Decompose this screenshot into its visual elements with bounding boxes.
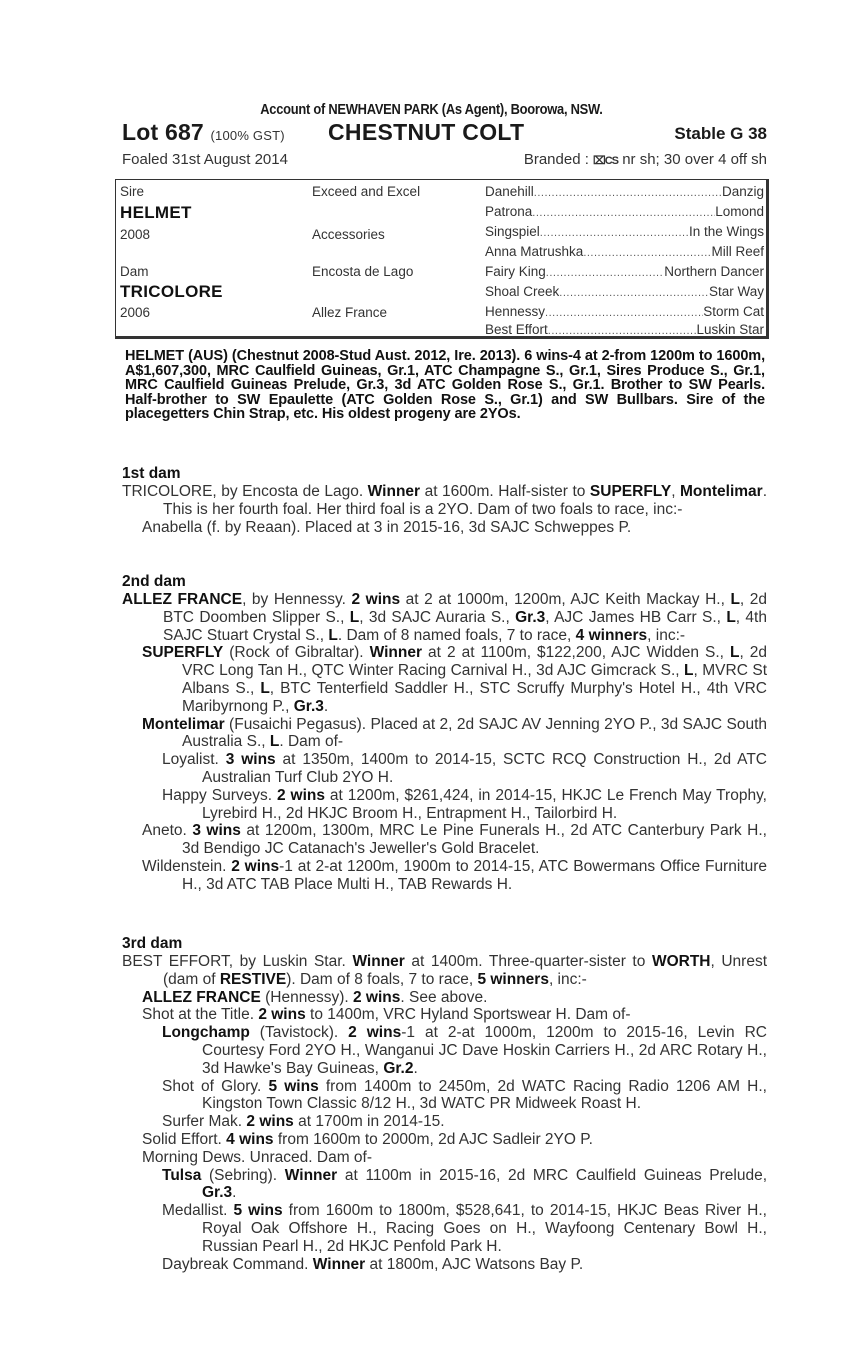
text: . <box>413 1059 418 1077</box>
dams-dam: Allez France <box>312 305 388 320</box>
third-dam-heading: 3rd dam <box>122 935 183 952</box>
text: , inc:- <box>647 626 686 644</box>
text: , 2d VRC Long Tan H., QTC Winter Racing Carnival H., 3d AJC Gimcrack S., <box>182 644 768 680</box>
bold-text: Montelimar <box>680 483 763 500</box>
pedigree-entry <box>162 1024 767 1077</box>
dam-label: Dam <box>120 264 149 279</box>
leader-dots <box>559 284 709 299</box>
bold-text: Winner <box>352 953 405 970</box>
text: , 2d BTC Doomben Slipper S., <box>163 591 768 626</box>
bold-text: 2 wins <box>231 857 280 875</box>
bold-text: Winner <box>284 1166 338 1184</box>
text: Surfer Mak. <box>162 1113 247 1131</box>
gg-dam-sire: Star Way <box>708 284 764 299</box>
text: at 1200m, $261,424, in 2014-15, HKJC Le French May Trophy, Lyrebird H., 2d HKJC Broom H., Entrapment H., Tailorbird H. <box>202 786 767 822</box>
text: , 3d SAJC Auraria S., <box>359 608 516 626</box>
pedigree-entry <box>162 787 767 823</box>
lot-label: Lot 687 <box>122 119 204 145</box>
bold-text: L <box>269 733 280 751</box>
gg-sire: Patrona <box>485 204 533 219</box>
text: (Tavistock). <box>249 1024 349 1042</box>
text: Anabella (f. by Reaan). Placed at 3 in 2015-16, 3d SAJC Schweppes P. <box>142 518 632 536</box>
bold-text: Gr.2 <box>383 1059 414 1077</box>
great-grandparent-row <box>485 304 764 319</box>
bold-text: Gr.3 <box>293 697 324 715</box>
text: -1 at 2-at 1200m, 1900m to 2014-15, ATC Bowermans Office Furniture H., 3d ATC TAB Place Multi H., TAB Rewards H. <box>182 857 767 893</box>
bold-text: L <box>684 662 694 680</box>
text: at 1350m, 1400m to 2014-15, SCTC RCQ Construction H., 2d ATC Australian Turf Club 2YO H. <box>202 751 767 786</box>
pedigree-entry <box>142 644 767 715</box>
gg-dam-sire: Lomond <box>715 204 764 219</box>
pedigree-entry <box>142 989 767 1007</box>
branded-text: nr sh; 30 over 4 off sh <box>622 151 767 168</box>
sire-summary: HELMET (AUS) (Chestnut 2008-Stud Aust. 2012, Ire. 2013). 6 wins-4 at 2-from 1200m to 1600m, A$1,607,300, MRC Caulfield Guineas, Gr.1, ATC Champagne S., Gr.1, Sires Produce S., Gr.1, MRC Caulfield Guineas Prelude, Gr.3, 3d ATC Golden Rose S., Gr.1. Brother to SW Pearls. Half-brother to SW Epaulette (ATC Golden Rose S., Gr.1) and SW Bullbars. Sire of the placegetters Chin Strap, etc. His oldest progeny are 2YOs. <box>125 348 765 423</box>
dam-year: 2006 <box>120 305 151 320</box>
gg-dam-sire: In the Wings <box>688 224 764 239</box>
text: Happy Surveys. <box>162 786 277 804</box>
pedigree-entry <box>122 483 767 519</box>
text: -1 at 2-at 1000m, 1200m to 2015-16, Levin RC Courtesy Ford 2YO H., Wanganui JC Dave Hoskin Carriers H., 2d ARC Rotary H., 3d Hawke's Bay Guineas, <box>202 1024 767 1077</box>
vendor-account: Account of NEWHAVEN PARK (As Agent), Boorowa, NSW. <box>260 101 603 118</box>
text: (Hennessy). <box>260 988 353 1006</box>
bold-text: Longchamp <box>162 1024 250 1042</box>
bold-text: SUPERFLY <box>589 483 672 500</box>
brand-mark-icon: ⌧CS <box>593 155 619 167</box>
text: . <box>323 697 329 715</box>
branded-info <box>524 151 767 168</box>
sire-year: 2008 <box>120 227 151 242</box>
sires-sire: Exceed and Excel <box>312 184 421 199</box>
bold-text: L <box>260 679 270 697</box>
text: at 1800m, AJC Watsons Bay P. <box>365 1255 584 1273</box>
bold-text: L <box>349 608 360 626</box>
bold-text: L <box>730 591 740 608</box>
sire-label: Sire <box>120 184 145 199</box>
text: Aneto. <box>142 822 193 840</box>
pedigree-entry <box>162 1167 767 1203</box>
bold-text: 5 wins <box>233 1202 283 1220</box>
dam-name: TRICOLORE <box>120 282 223 301</box>
text: , inc:- <box>548 970 587 988</box>
bold-text: 5 wins <box>268 1077 319 1095</box>
sire-name: HELMET <box>120 203 192 222</box>
leader-dots <box>532 204 715 219</box>
text: , by Hennessy. <box>242 591 352 608</box>
text: Morning Dews. Unraced. Dam of- <box>142 1148 372 1166</box>
text: . <box>232 1184 237 1202</box>
gg-dam-sire: Storm Cat <box>703 304 764 319</box>
bold-text: 2 wins <box>246 1113 294 1131</box>
text: ). Dam of 8 foals, 7 to race, <box>286 970 478 988</box>
bold-text: 5 winners <box>477 970 549 988</box>
pedigree-entry <box>142 716 767 752</box>
leader-dots <box>546 264 664 279</box>
text: . Dam of 8 named foals, 7 to race, <box>337 626 576 644</box>
text: (Rock of Gibraltar). <box>223 644 370 662</box>
bold-text: 3 wins <box>225 751 276 769</box>
text: , MVRC St Albans S., <box>182 662 768 697</box>
pedigree-entry <box>162 751 767 787</box>
bold-text: L <box>328 626 338 644</box>
great-grandparent-row <box>485 224 764 239</box>
gg-sire: Fairy King <box>485 264 546 279</box>
text: Solid Effort. <box>142 1130 227 1148</box>
gg-sire: Anna Matrushka <box>485 244 584 259</box>
gg-sire: Singspiel <box>485 224 540 239</box>
pedigree-entry <box>162 1202 767 1255</box>
bold-text: ALLEZ FRANCE <box>142 988 261 1006</box>
pedigree-entry <box>142 1131 767 1149</box>
pedigree-entry <box>122 591 767 644</box>
pedigree-entry <box>162 1256 767 1274</box>
text: from 1600m to 2000m, 2d AJC Sadleir 2YO P. <box>273 1130 593 1148</box>
bold-text: Montelimar <box>142 715 225 733</box>
bold-text: 3 wins <box>192 822 241 840</box>
leader-dots <box>545 304 703 319</box>
gg-sire: Danehill <box>485 184 534 199</box>
gg-dam-sire: Northern Dancer <box>664 264 764 279</box>
bold-text: WORTH <box>651 953 711 970</box>
text: , AJC James HB Carr S., <box>545 608 727 626</box>
bold-text: Winner <box>312 1255 366 1273</box>
first-dam-heading: 1st dam <box>122 465 181 482</box>
lot-number <box>122 119 285 146</box>
text: Shot of Glory. <box>162 1077 269 1095</box>
gg-dam-sire: Danzig <box>721 184 764 199</box>
bold-text: 2 wins <box>276 786 325 804</box>
pedigree-entry <box>142 519 767 537</box>
text: . Dam of- <box>279 733 344 751</box>
text: at 1700m in 2014-15. <box>293 1113 445 1131</box>
text: , <box>671 483 681 500</box>
text: at 2 at 1100m, $122,200, AJC Widden S., <box>422 644 730 662</box>
great-grandparent-row <box>485 244 764 259</box>
bold-text: Winner <box>369 644 422 662</box>
text: from 1600m to 1800m, $528,641, to 2014-15, HKJC Beas River H., Royal Oak Offshore H., Racing Goes on H., Wayfoong Centenary Bowl H., Russian Pearl H., 2d HKJC Penfold Park H. <box>202 1202 767 1255</box>
text: TRICOLORE, by Encosta de Lago. <box>122 483 368 500</box>
text: from 1400m to 2450m, 2d WATC Racing Radio 1206 AM H., Kingston Town Classic 8/12 H., 3d WATC PR Midweek Roast H. <box>202 1077 767 1113</box>
bold-text: ALLEZ FRANCE <box>122 591 243 608</box>
text: . See above. <box>400 988 488 1006</box>
great-grandparent-row <box>485 322 764 337</box>
text: , 4th SAJC Stuart Crystal S., <box>163 608 767 644</box>
lot-header <box>122 119 767 147</box>
text: at 1100m in 2015-16, 2d MRC Caulfield Guineas Prelude, <box>337 1166 768 1184</box>
bold-text: 2 wins <box>353 988 401 1006</box>
text: (Fusaichi Pegasus). Placed at 2, 2d SAJC AV Jenning 2YO P., 3d SAJC South Australia S., <box>182 715 767 751</box>
leader-dots <box>540 224 689 239</box>
great-grandparent-row <box>485 204 764 219</box>
bold-text: 4 winners <box>575 626 648 644</box>
text: , Unrest (dam of <box>163 953 768 988</box>
great-grandparent-row <box>485 264 764 279</box>
foaled-date: Foaled 31st August 2014 <box>122 151 288 168</box>
text: to 1400m, VRC Hyland Sportswear H. Dam of- <box>305 1006 631 1024</box>
text: Daybreak Command. <box>162 1255 313 1273</box>
text: at 1200m, 1300m, MRC Le Pine Funerals H., 2d ATC Canterbury Park H., 3d Bendigo JC Catanach's Jeweller's Gold Bracelet. <box>182 822 767 858</box>
sires-dam: Accessories <box>312 227 385 242</box>
great-grandparent-row <box>485 184 764 199</box>
great-grandparent-row <box>485 284 764 299</box>
bold-text: 2 wins <box>351 591 401 608</box>
text: at 1600m. Half-sister to <box>420 483 590 500</box>
text: at 1400m. Three-quarter-sister to <box>404 953 652 970</box>
text: Wildenstein. <box>142 857 232 875</box>
bold-text: Tulsa <box>162 1166 202 1184</box>
pedigree-table <box>115 179 769 339</box>
gg-sire: Hennessy <box>485 304 546 319</box>
text: at 2 at 1000m, 1200m, AJC Keith Mackay H., <box>400 591 731 608</box>
leader-dots <box>534 184 722 199</box>
text: Medallist. <box>162 1202 234 1220</box>
stable-location: Stable G 38 <box>674 124 767 143</box>
pedigree-entry <box>162 1078 767 1114</box>
bold-text: SUPERFLY <box>142 644 224 662</box>
text: , BTC Tenterfield Saddler H., STC Scruffy Murphy's Hotel H., 4th VRC Maribyrnong P., <box>182 679 767 715</box>
bold-text: L <box>726 608 736 626</box>
pedigree-entry <box>142 1149 767 1167</box>
bold-text: 4 wins <box>226 1130 274 1148</box>
leader-dots <box>583 244 711 259</box>
gg-dam-sire: Mill Reef <box>711 244 764 259</box>
text: Loyalist. <box>162 751 226 769</box>
bold-text: Gr.3 <box>515 608 546 626</box>
lot-description: CHESTNUT COLT <box>328 119 525 145</box>
pedigree-entry <box>162 1113 767 1131</box>
branded-label: Branded : <box>523 151 589 168</box>
leader-dots <box>548 322 697 337</box>
bold-text: 2 wins <box>258 1006 306 1024</box>
dams-sire: Encosta de Lago <box>312 264 414 279</box>
pedigree-entry <box>142 1006 767 1024</box>
text: BEST EFFORT, by Luskin Star. <box>122 953 353 970</box>
gst-note: (100% GST) <box>210 128 285 143</box>
bold-text: Winner <box>367 483 421 500</box>
pedigree-entry <box>142 822 767 858</box>
bold-text: Gr.3 <box>202 1184 233 1202</box>
bold-text: 2 wins <box>348 1024 402 1042</box>
text: (Sebring). <box>201 1166 285 1184</box>
pedigree-entry <box>122 953 767 989</box>
text: . This is her fourth foal. Her third foal is a 2YO. Dam of two foals to race, inc:- <box>163 483 768 518</box>
text: Shot at the Title. <box>142 1006 259 1024</box>
gg-sire: Shoal Creek <box>485 284 560 299</box>
bold-text: RESTIVE <box>219 970 287 988</box>
pedigree-entry <box>142 858 767 894</box>
gg-sire: Best Effort <box>485 322 548 337</box>
gg-dam-sire: Luskin Star <box>696 322 764 337</box>
bold-text: L <box>729 644 740 662</box>
second-dam-heading: 2nd dam <box>122 573 186 590</box>
